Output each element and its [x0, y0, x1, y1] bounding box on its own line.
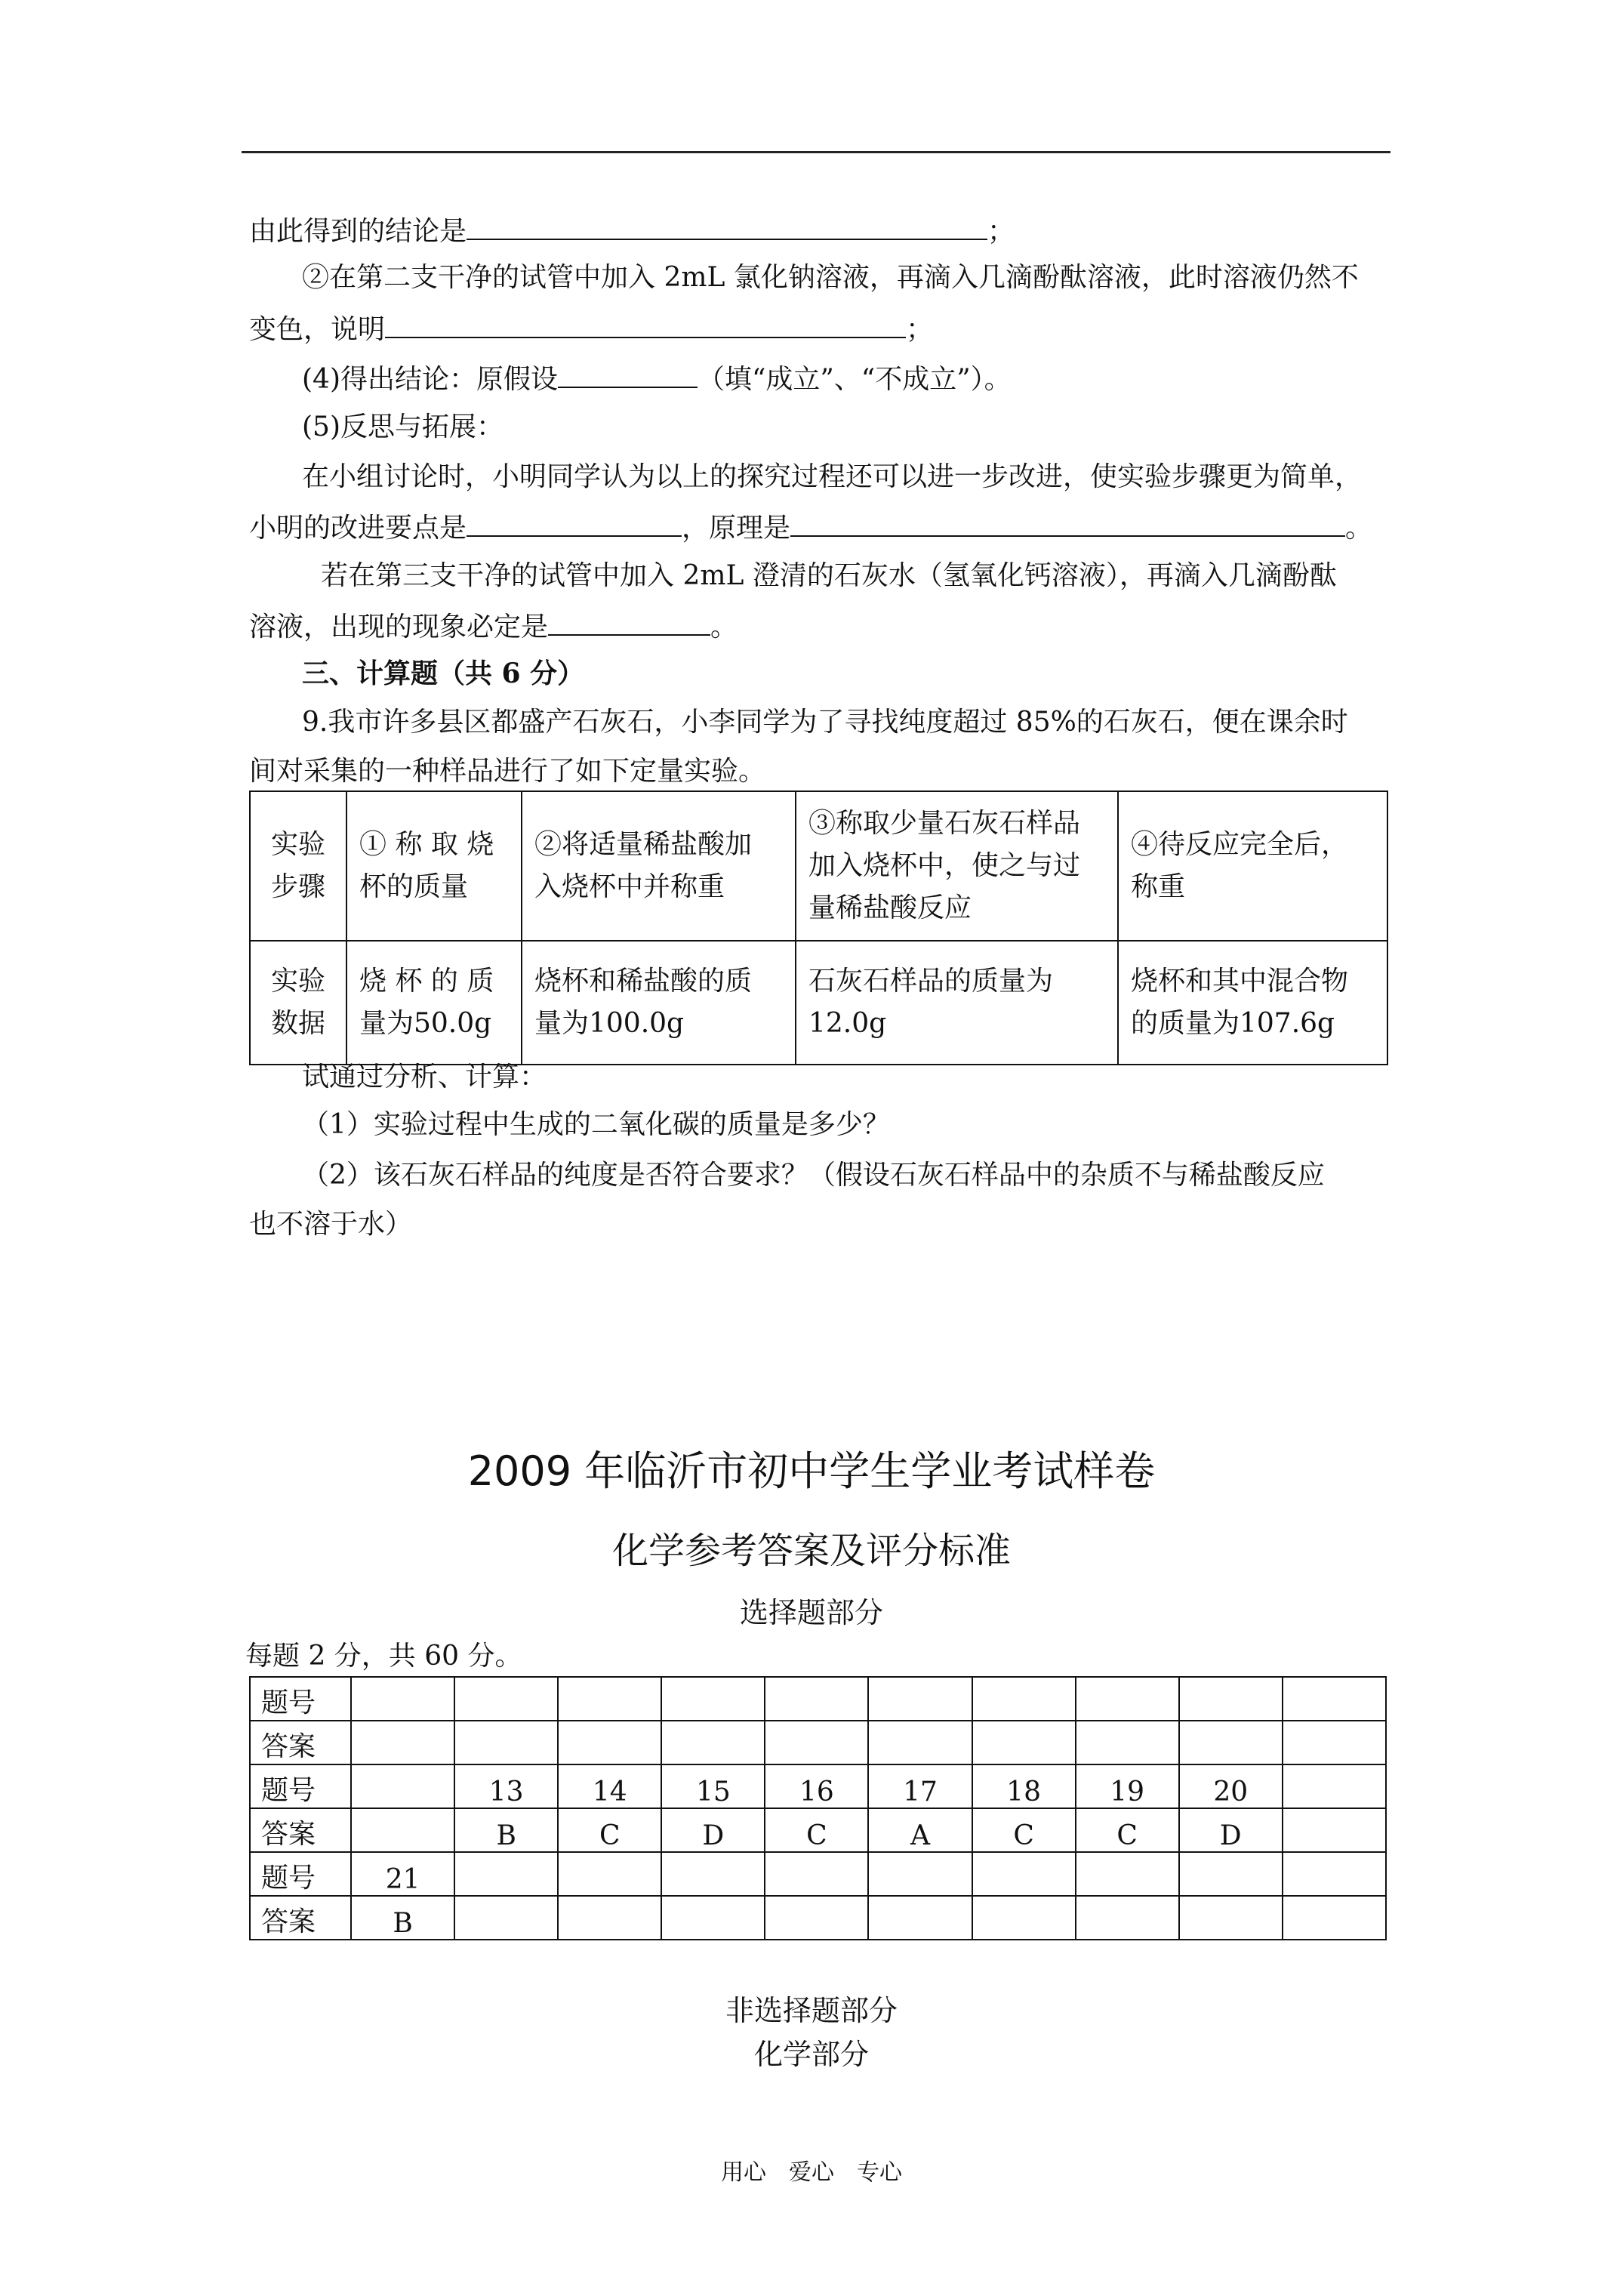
answer-blank[interactable] [467, 213, 987, 240]
answer-blank[interactable] [558, 361, 698, 388]
table-cell: C [558, 1808, 661, 1852]
table-cell: ④待反应完全后， 称重 [1118, 791, 1387, 941]
table-cell: C [972, 1808, 1076, 1852]
section3-heading: 三、计算题（共 6 分） [302, 658, 585, 689]
table-cell [1076, 1677, 1179, 1721]
table-cell: 烧杯和稀盐酸的质 量为100.0g [522, 941, 796, 1065]
table-row [250, 1721, 1386, 1764]
table-cell [661, 1677, 765, 1721]
answer-blank[interactable] [467, 510, 682, 537]
table-cell: 20 [1179, 1764, 1283, 1808]
table-cell [558, 1852, 661, 1896]
table-cell [1076, 1896, 1179, 1940]
table-cell [1179, 1677, 1283, 1721]
page-footer: 用心 爱心 专心 [721, 2159, 902, 2186]
table-cell [1283, 1896, 1386, 1940]
step2-explain-line: 变色，说明 ； [249, 311, 933, 347]
table-cell [351, 1677, 454, 1721]
table-cell [454, 1677, 558, 1721]
table-cell: ① 称 取 烧 杯的质量 [346, 791, 522, 941]
table-cell [1283, 1721, 1386, 1764]
table-cell [558, 1677, 661, 1721]
table-cell: 烧 杯 的 质 量为50.0g [346, 941, 522, 1065]
conclusion-line: 由此得到的结论是 ； [249, 213, 1015, 248]
table-cell [1283, 1852, 1386, 1896]
table-row [250, 1808, 1386, 1852]
table-row [250, 1852, 1386, 1896]
table-cell: ②将适量稀盐酸加 入烧杯中并称重 [522, 791, 796, 941]
table-cell [1076, 1852, 1179, 1896]
table-cell [765, 1896, 868, 1940]
q9-text-line2: 间对采集的一种样品进行了如下定量实验。 [249, 756, 766, 787]
table-cell [454, 1896, 558, 1940]
header-rule [242, 151, 1390, 153]
table-cell [558, 1896, 661, 1940]
table-cell: 17 [868, 1764, 972, 1808]
answer-blank[interactable] [385, 311, 906, 338]
table-cell [765, 1852, 868, 1896]
table-cell [868, 1896, 972, 1940]
table-cell: 实验 数据 [250, 941, 346, 1065]
table-cell: ③称取少量石灰石样品 加入烧杯中，使之与过 量稀盐酸反应 [796, 791, 1118, 941]
table-row [250, 1677, 1386, 1721]
score-note: 每题 2 分，共 60 分。 [245, 1641, 522, 1672]
answer-table [249, 1676, 1387, 1940]
table-cell: 19 [1076, 1764, 1179, 1808]
table-cell [972, 1721, 1076, 1764]
answer-blank[interactable] [790, 510, 1345, 537]
table-cell: 18 [972, 1764, 1076, 1808]
table-cell [661, 1852, 765, 1896]
table-cell: B [351, 1896, 454, 1940]
third-tube-line: 若在第三支干净的试管中加入 2mL 澄清的石灰水（氢氧化钙溶液），再滴入几滴酚酞 [321, 560, 1337, 591]
table-cell [868, 1677, 972, 1721]
question-2-line1: （2）该石灰石样品的纯度是否符合要求？（假设石灰石样品中的杂质不与稀盐酸反应 [302, 1160, 1325, 1191]
table-cell: 21 [351, 1852, 454, 1896]
table-cell: C [765, 1808, 868, 1852]
table-cell: A [868, 1808, 972, 1852]
table-cell [765, 1677, 868, 1721]
table-row [250, 1764, 1386, 1808]
table-cell [972, 1677, 1076, 1721]
table-cell: 13 [454, 1764, 558, 1808]
table-cell [661, 1721, 765, 1764]
step2-line: ②在第二支干净的试管中加入 2mL 氯化钠溶液，再滴入几滴酚酞溶液，此时溶液仍然不 [302, 262, 1359, 293]
answer-subtitle: 化学参考答案及评分标准 [611, 1530, 1011, 1572]
answer-title: 2009 年临沂市初中学生学业考试样卷 [467, 1447, 1156, 1495]
discussion-line: 在小组讨论时，小明同学认为以上的探究过程还可以进一步改进，使实验步骤更为简单， [302, 461, 1363, 492]
table-cell: 石灰石样品的质量为 12.0g [796, 941, 1118, 1065]
table-cell: 15 [661, 1764, 765, 1808]
chemistry-heading: 化学部分 [753, 2038, 869, 2071]
question-1: （1）实验过程中生成的二氧化碳的质量是多少？ [302, 1109, 890, 1140]
table-cell [972, 1896, 1076, 1940]
answer-blank[interactable] [548, 609, 710, 636]
table-cell [558, 1721, 661, 1764]
table-cell: 烧杯和其中混合物 的质量为107.6g [1118, 941, 1387, 1065]
table-cell [454, 1852, 558, 1896]
table-cell: 题号 [250, 1677, 351, 1721]
question-2-line2: 也不溶于水） [249, 1209, 413, 1240]
table-cell [868, 1852, 972, 1896]
improvement-line: 小明的改进要点是 ，原理是 。 [249, 510, 1372, 545]
table-cell [972, 1852, 1076, 1896]
table-cell [1179, 1896, 1283, 1940]
table-cell: B [454, 1808, 558, 1852]
table-cell [1179, 1852, 1283, 1896]
analysis-intro: 试通过分析、计算： [302, 1062, 547, 1093]
table-cell [1179, 1721, 1283, 1764]
table-cell: D [661, 1808, 765, 1852]
reflection-heading: (5)反思与拓展： [302, 411, 504, 442]
table-cell: 答案 [250, 1808, 351, 1852]
table-cell [1283, 1808, 1386, 1852]
table-cell [1283, 1677, 1386, 1721]
table-cell [765, 1721, 868, 1764]
table-cell [351, 1721, 454, 1764]
table-cell: 实验 步骤 [250, 791, 346, 941]
table-cell: D [1179, 1808, 1283, 1852]
table-row [250, 1896, 1386, 1940]
table-cell [454, 1721, 558, 1764]
choice-heading: 选择题部分 [739, 1596, 883, 1629]
table-cell [351, 1764, 454, 1808]
nonchoice-heading: 非选择题部分 [725, 1994, 898, 2027]
table-cell [661, 1896, 765, 1940]
table-row [250, 791, 1387, 941]
table-cell [868, 1721, 972, 1764]
table-row [250, 941, 1387, 1065]
result-line: (4)得出结论：原假设 （填“成立”、“不成立”）。 [302, 361, 1012, 396]
table-cell [1076, 1721, 1179, 1764]
table-cell: 题号 [250, 1852, 351, 1896]
table-cell [1283, 1764, 1386, 1808]
experiment-table [249, 791, 1388, 1065]
phenomenon-line: 溶液，出现的现象必定是 。 [249, 609, 738, 644]
q9-text-line1: 9.我市许多县区都盛产石灰石，小李同学为了寻找纯度超过 85%的石灰石，便在课余时 [302, 707, 1348, 738]
table-cell: 16 [765, 1764, 868, 1808]
table-cell: C [1076, 1808, 1179, 1852]
table-cell [351, 1808, 454, 1852]
table-cell: 答案 [250, 1896, 351, 1940]
table-cell: 14 [558, 1764, 661, 1808]
table-cell: 题号 [250, 1764, 351, 1808]
table-cell: 答案 [250, 1721, 351, 1764]
